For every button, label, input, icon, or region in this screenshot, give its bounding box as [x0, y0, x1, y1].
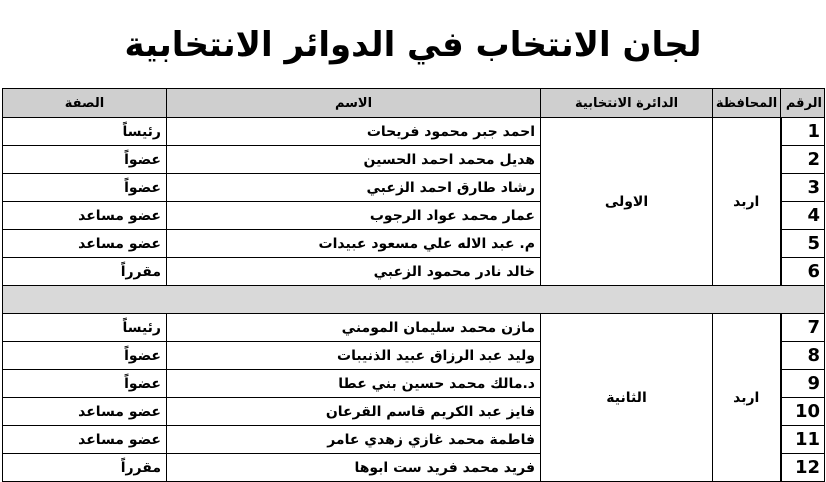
row-num: 3	[781, 174, 825, 202]
header-governorate: المحافظة	[713, 89, 781, 118]
member-role: عضو مساعد	[3, 230, 167, 258]
member-role: عضواً	[3, 146, 167, 174]
member-name: فاطمة محمد غازي زهدي عامر	[167, 426, 541, 454]
member-name: وليد عبد الرزاق عبيد الذنيبات	[167, 342, 541, 370]
row-num: 9	[781, 370, 825, 398]
member-role: عضواً	[3, 370, 167, 398]
row-num: 4	[781, 202, 825, 230]
header-name: الاسم	[167, 89, 541, 118]
page-title: لجان الانتخاب في الدوائر الانتخابية	[124, 25, 702, 65]
row-num: 12	[781, 454, 825, 482]
member-role: مقرراً	[3, 258, 167, 286]
district-cell: الاولى	[541, 118, 713, 286]
district-cell: الثانية	[541, 314, 713, 482]
member-role: رئيساً	[3, 118, 167, 146]
table-row	[3, 118, 825, 146]
member-name: مازن محمد سليمان المومني	[167, 314, 541, 342]
governorate-cell: اربد	[713, 118, 781, 286]
member-role: عضواً	[3, 342, 167, 370]
row-num: 11	[781, 426, 825, 454]
group-separator-row	[3, 286, 825, 314]
header-role: الصفة	[3, 89, 167, 118]
table-row	[3, 314, 825, 342]
member-name: فريد محمد فريد ست ابوها	[167, 454, 541, 482]
header-num: الرقم	[781, 89, 825, 118]
member-name: فايز عبد الكريم قاسم القرعان	[167, 398, 541, 426]
member-name: هديل محمد احمد الحسين	[167, 146, 541, 174]
member-role: عضو مساعد	[3, 202, 167, 230]
row-num: 2	[781, 146, 825, 174]
row-num: 6	[781, 258, 825, 286]
header-row	[3, 89, 825, 118]
member-role: عضواً	[3, 174, 167, 202]
member-role: رئيساً	[3, 314, 167, 342]
member-role: مقرراً	[3, 454, 167, 482]
row-num: 10	[781, 398, 825, 426]
member-name: م. عبد الاله علي مسعود عبيدات	[167, 230, 541, 258]
committees-table	[2, 88, 825, 482]
member-role: عضو مساعد	[3, 398, 167, 426]
governorate-cell: اربد	[713, 314, 781, 482]
member-name: د.مالك محمد حسين بني عطا	[167, 370, 541, 398]
separator-cell	[3, 286, 825, 314]
member-role: عضو مساعد	[3, 426, 167, 454]
member-name: رشاد طارق احمد الزعبي	[167, 174, 541, 202]
row-num: 1	[781, 118, 825, 146]
row-num: 7	[781, 314, 825, 342]
member-name: خالد نادر محمود الزعبي	[167, 258, 541, 286]
member-name: احمد جبر محمود فريحات	[167, 118, 541, 146]
header-district: الدائرة الانتخابية	[541, 89, 713, 118]
row-num: 8	[781, 342, 825, 370]
row-num: 5	[781, 230, 825, 258]
member-name: عمار محمد عواد الرجوب	[167, 202, 541, 230]
